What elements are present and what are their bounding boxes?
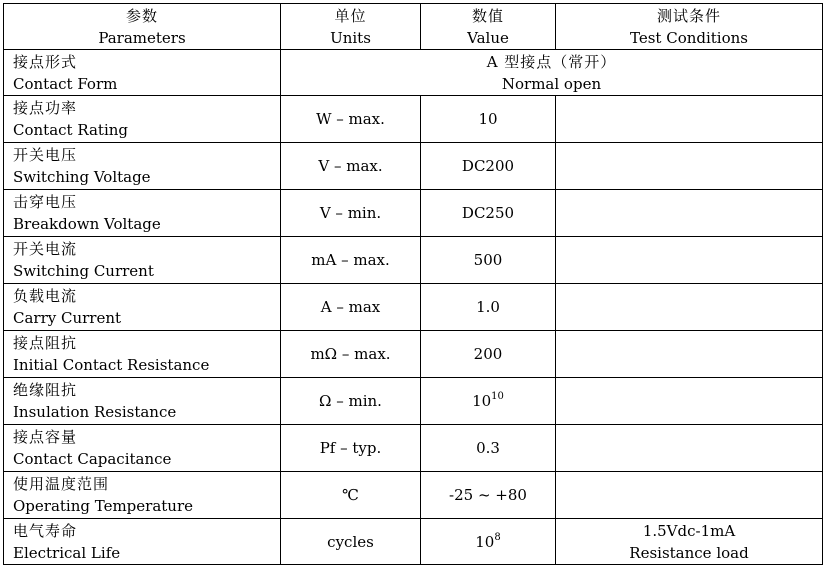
table-row xyxy=(4,331,823,378)
param-en: Breakdown Voltage xyxy=(13,215,161,233)
unit-cell: V – max. xyxy=(281,143,421,190)
header-row xyxy=(4,4,823,50)
param-en: Switching Voltage xyxy=(13,168,151,186)
table-row xyxy=(4,519,823,565)
table-row xyxy=(4,143,823,190)
header-parameters-zh: 参数 xyxy=(125,6,158,25)
unit-cell: Pf – typ. xyxy=(281,425,421,472)
param-zh: 接点功率 xyxy=(13,99,78,117)
param-zh: 接点容量 xyxy=(13,428,78,446)
unit-cell: cycles xyxy=(281,519,421,565)
spec-table xyxy=(3,3,823,565)
header-test-conditions-en: Test Conditions xyxy=(630,28,748,47)
table-row xyxy=(4,425,823,472)
value-cell: 200 xyxy=(421,331,556,378)
header-test-conditions xyxy=(556,4,823,50)
condition-cell xyxy=(556,143,823,190)
param-zh: 接点形式 xyxy=(13,52,78,71)
value-cell: 1.0 xyxy=(421,284,556,331)
value-cell xyxy=(421,519,556,565)
param-cell xyxy=(4,96,281,143)
value-exponent: 10 xyxy=(491,391,504,402)
param-en: Operating Temperature xyxy=(13,497,194,515)
value-cell: DC200 xyxy=(421,143,556,190)
param-cell xyxy=(4,378,281,425)
contact-form-value-cell xyxy=(281,50,823,96)
param-zh: 接点阻抗 xyxy=(13,334,78,352)
contact-form-value-zh: A 型接点（常开） xyxy=(486,52,617,71)
condition-cell xyxy=(556,237,823,284)
param-cell xyxy=(4,237,281,284)
value-cell: DC250 xyxy=(421,190,556,237)
param-en: Insulation Resistance xyxy=(13,403,177,421)
table-row xyxy=(4,378,823,425)
unit-cell: Ω – min. xyxy=(281,378,421,425)
unit-cell: W – max. xyxy=(281,96,421,143)
table-row xyxy=(4,237,823,284)
unit-cell: ℃ xyxy=(281,472,421,519)
param-en: Contact Capacitance xyxy=(13,450,172,468)
param-cell xyxy=(4,519,281,565)
param-zh: 电气寿命 xyxy=(13,521,78,540)
table-row xyxy=(4,472,823,519)
param-en: Initial Contact Resistance xyxy=(13,356,210,374)
param-zh: 开关电流 xyxy=(13,240,78,258)
param-cell xyxy=(4,190,281,237)
value-cell: 10 xyxy=(421,96,556,143)
header-parameters xyxy=(4,4,281,50)
condition-cell xyxy=(556,331,823,378)
unit-cell: mΩ – max. xyxy=(281,331,421,378)
table-row xyxy=(4,96,823,143)
value-base: 10 xyxy=(475,532,495,551)
header-value-zh: 数值 xyxy=(471,6,504,25)
header-value-en: Value xyxy=(467,28,509,47)
param-zh: 使用温度范围 xyxy=(13,475,110,493)
header-units xyxy=(281,4,421,50)
condition-cell xyxy=(556,190,823,237)
value-exponent: 8 xyxy=(494,531,501,543)
param-en: Electrical Life xyxy=(13,543,121,562)
unit-cell: V – min. xyxy=(281,190,421,237)
param-cell xyxy=(4,143,281,190)
unit-cell: A – max xyxy=(281,284,421,331)
param-cell xyxy=(4,425,281,472)
value-cell xyxy=(421,378,556,425)
condition-cell xyxy=(556,472,823,519)
value-cell: 500 xyxy=(421,237,556,284)
value-cell: 0.3 xyxy=(421,425,556,472)
param-en: Contact Rating xyxy=(13,121,129,139)
table-row-contact-form xyxy=(4,50,823,96)
condition-cell xyxy=(556,284,823,331)
param-zh: 负载电流 xyxy=(13,287,78,305)
contact-form-value-en: Normal open xyxy=(501,74,602,93)
value-cell: -25 ~ +80 xyxy=(421,472,556,519)
condition-line-2: Resistance load xyxy=(629,543,749,562)
param-cell xyxy=(4,284,281,331)
header-parameters-en: Parameters xyxy=(98,28,186,47)
condition-cell xyxy=(556,519,823,565)
header-units-en: Units xyxy=(330,28,371,47)
unit-cell: mA – max. xyxy=(281,237,421,284)
param-cell xyxy=(4,472,281,519)
param-cell xyxy=(4,50,281,96)
value-base: 10 xyxy=(472,392,492,410)
table-row xyxy=(4,284,823,331)
param-en: Carry Current xyxy=(13,309,122,327)
header-test-conditions-zh: 测试条件 xyxy=(656,6,721,25)
condition-line-1: 1.5Vdc-1mA xyxy=(642,521,736,540)
param-en: Switching Current xyxy=(13,262,154,280)
param-zh: 开关电压 xyxy=(13,146,78,164)
condition-cell xyxy=(556,378,823,425)
param-en: Contact Form xyxy=(13,74,118,93)
header-units-zh: 单位 xyxy=(334,6,367,25)
param-zh: 绝缘阻抗 xyxy=(13,381,78,399)
condition-cell xyxy=(556,425,823,472)
param-zh: 击穿电压 xyxy=(13,193,78,211)
condition-cell xyxy=(556,96,823,143)
header-value xyxy=(421,4,556,50)
table-row xyxy=(4,190,823,237)
param-cell xyxy=(4,331,281,378)
